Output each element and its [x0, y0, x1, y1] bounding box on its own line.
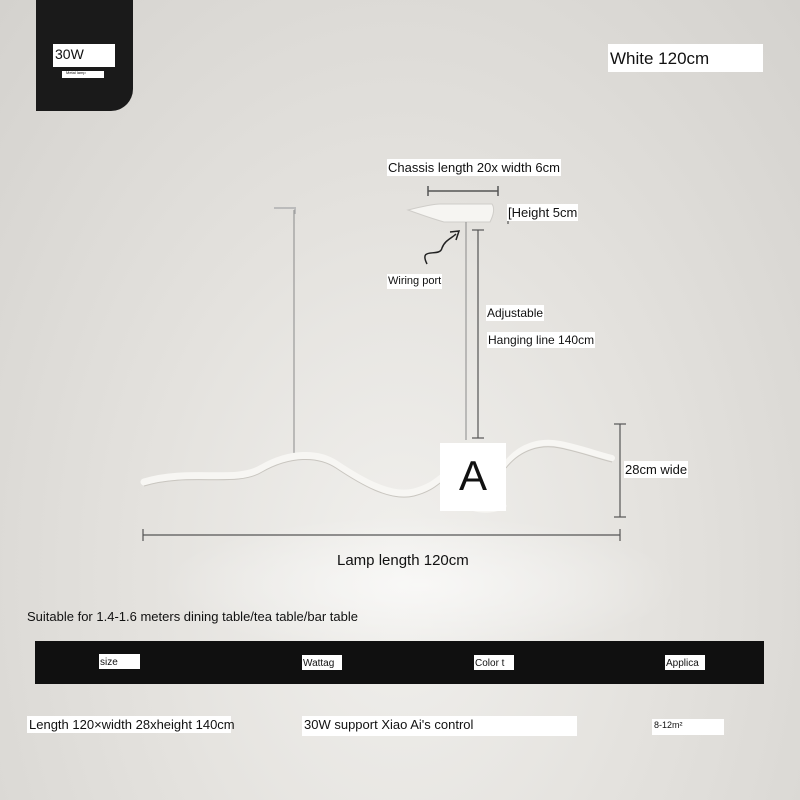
wattage-badge: 30W	[53, 44, 115, 67]
wiring-arrow	[425, 234, 456, 264]
header-wattage: Wattag	[302, 655, 342, 670]
lamp-body-left	[144, 455, 444, 493]
height-label: [Height 5cm	[508, 205, 578, 220]
spec-header-bar	[35, 641, 764, 684]
color-size-label: White 120cm	[608, 44, 763, 72]
width-label: 28cm wide	[625, 462, 688, 477]
value-application: 8-12m²	[652, 719, 724, 735]
lamp-length-label: Lamp length 120cm	[337, 552, 469, 569]
hanging-line-label: Hanging line 140cm	[488, 333, 595, 347]
value-size: Length 120×width 28xheight 140cm	[29, 717, 235, 732]
header-color: Color t	[474, 655, 514, 670]
ceiling-hook	[274, 208, 295, 214]
model-letter: A	[440, 443, 506, 511]
chassis-label: Chassis length 20x width 6cm	[388, 160, 560, 175]
wiring-port-label: Wiring port	[388, 275, 442, 287]
product-tag: Metal lamp	[62, 71, 104, 78]
ceiling-canopy	[408, 204, 494, 222]
light-glow	[160, 515, 680, 655]
header-application: Applica	[665, 655, 705, 670]
value-wattage: 30W support Xiao Ai's control	[302, 716, 577, 736]
header-size: size	[99, 654, 140, 669]
adjustable-label: Adjustable	[487, 306, 544, 320]
suitable-text: Suitable for 1.4-1.6 meters dining table/tea table/bar table	[27, 609, 358, 624]
